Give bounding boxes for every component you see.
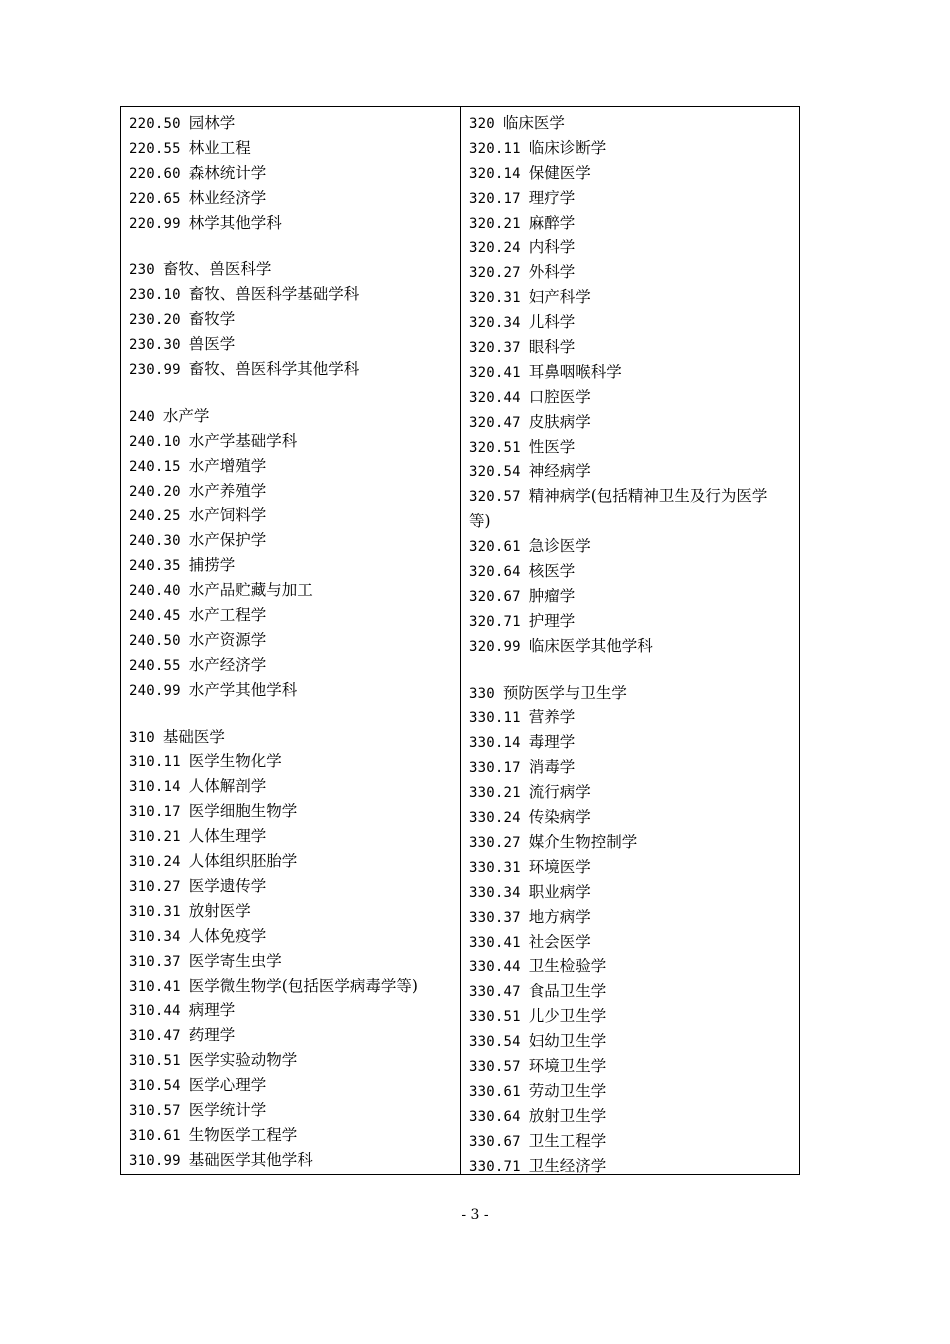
discipline-entry [129,1073,454,1098]
entry-name: 畜牧学 [188,310,236,329]
entry-name: 眼科学 [528,338,576,357]
discipline-entry [469,435,794,460]
section-heading [129,404,454,429]
entry-code: 310.44 [129,1003,181,1020]
entry-code: 220.60 [129,165,181,182]
entry-name: 性医学 [528,437,576,456]
discipline-entry [129,924,454,949]
entry-name: 临床医学其他学科 [528,636,653,655]
discipline-entry [469,979,794,1004]
entry-code: 310.99 [129,1152,181,1169]
discipline-entry [469,459,794,484]
entry-name: 卫生经济学 [528,1156,607,1175]
entry-name: 急诊医学 [528,537,591,556]
entry-code: 310.34 [129,928,181,945]
entry-code: 320.99 [469,638,521,655]
section-heading [129,725,454,750]
section-spacer [469,659,794,681]
entry-code: 320.31 [469,290,521,307]
entry-code: 330.11 [469,710,521,727]
entry-name: 卫生检验学 [528,957,607,976]
entry-name: 职业病学 [528,882,591,901]
entry-name: 基础医学其他学科 [188,1150,313,1169]
entry-code: 330.71 [469,1158,521,1175]
left-column-list [129,111,454,1173]
entry-code: 330.44 [469,959,521,976]
entry-code: 310.37 [129,953,181,970]
entry-code: 310.24 [129,854,181,871]
entry-code: 330.47 [469,984,521,1001]
entry-code: 330.17 [469,760,521,777]
entry-name: 畜牧、兽医科学基础学科 [188,285,360,304]
entry-name: 临床诊断学 [528,138,607,157]
discipline-entry [469,1004,794,1029]
section-spacer [129,235,454,257]
entry-code: 330.51 [469,1009,521,1026]
entry-name: 精神病学(包括精神卫生及行为医学 [528,487,768,506]
entry-code: 330.27 [469,834,521,851]
entry-code: 240.99 [129,682,181,699]
entry-name: 兽医学 [188,335,236,354]
entry-code: 310.31 [129,903,181,920]
entry-name: 肿瘤学 [528,586,576,605]
entry-name: 卫生工程学 [528,1131,607,1150]
discipline-entry [469,1029,794,1054]
discipline-entry [469,385,794,410]
entry-code: 320.17 [469,190,521,207]
entry-name: 口腔医学 [528,387,591,406]
entry-name: 毒理学 [528,733,576,752]
entry-code: 230 [129,262,155,279]
entry-code: 230.30 [129,337,181,354]
entry-code: 310.51 [129,1053,181,1070]
entry-code: 240.40 [129,583,181,600]
entry-name: 水产工程学 [188,606,267,625]
discipline-entry [469,534,794,559]
entry-code: 320 [469,116,495,132]
entry-code: 330.67 [469,1133,521,1150]
discipline-entry [469,730,794,755]
entry-name: 人体免疫学 [188,926,267,945]
entry-code: 320.64 [469,564,521,581]
entry-code: 330.41 [469,934,521,951]
entry-name: 医学细胞生物学 [188,802,298,821]
entry-name: 麻醉学 [528,213,576,232]
discipline-entry [129,211,454,236]
entry-name: 人体生理学 [188,827,267,846]
discipline-entry [129,136,454,161]
entry-code: 320.47 [469,414,521,431]
entry-code: 310.61 [129,1127,181,1144]
discipline-entry [129,1023,454,1048]
entry-name: 护理学 [528,611,576,630]
discipline-entry [129,186,454,211]
entry-name: 水产增殖学 [188,456,267,475]
discipline-entry [469,1104,794,1129]
discipline-entry [129,503,454,528]
entry-code: 330.34 [469,884,521,901]
entry-code: 330.54 [469,1034,521,1051]
entry-name: 医学实验动物学 [188,1051,298,1070]
section-heading [469,681,794,706]
discipline-entry [469,830,794,855]
entry-code: 330.37 [469,909,521,926]
discipline-entry [469,1154,794,1179]
discipline-entry [129,553,454,578]
entry-code: 320.67 [469,588,521,605]
entry-code: 240.20 [129,483,181,500]
discipline-entry [469,410,794,435]
entry-code: 330.24 [469,810,521,827]
entry-code: 240.15 [129,458,181,475]
entry-code: 310 [129,729,155,746]
entry-code: 310.17 [129,804,181,821]
entry-code: 320.21 [469,215,521,232]
entry-code: 330.57 [469,1058,521,1075]
entry-name: 传染病学 [528,808,591,827]
discipline-entry [469,335,794,360]
discipline-entry [129,949,454,974]
entry-name: 临床医学 [502,114,565,132]
entry-name: 儿科学 [528,313,576,332]
discipline-entry [129,111,454,136]
entry-name: 水产保护学 [188,531,267,550]
entry-name: 预防医学与卫生学 [502,683,627,702]
discipline-entry [129,307,454,332]
entry-name: 流行病学 [528,783,591,802]
entry-name: 妇产科学 [528,288,591,307]
entry-code: 240.10 [129,433,181,450]
entry-code: 220.50 [129,116,181,132]
entry-name: 理疗学 [528,188,576,207]
entry-code: 320.51 [469,439,521,456]
discipline-entry [469,1079,794,1104]
discipline-entry [129,479,454,504]
discipline-entry [469,310,794,335]
entry-name: 放射卫生学 [528,1106,607,1125]
entry-name: 水产资源学 [188,630,267,649]
discipline-entry [469,930,794,955]
entry-name: 放射医学 [188,901,251,920]
entry-name: 林业工程 [188,138,251,157]
entry-code: 230.20 [129,312,181,329]
entry-code: 320.71 [469,613,521,630]
entry-name: 畜牧、兽医科学 [162,260,272,279]
discipline-entry [129,1098,454,1123]
discipline-entry [469,136,794,161]
discipline-entry [469,905,794,930]
entry-name: 水产养殖学 [188,481,267,500]
entry-name: 水产学基础学科 [188,431,298,450]
entry-code: 320.34 [469,315,521,332]
entry-name: 捕捞学 [188,556,236,575]
discipline-entry [469,954,794,979]
entry-name: 病理学 [188,1001,236,1020]
discipline-entry [469,855,794,880]
entry-name: 医学遗传学 [188,876,267,895]
entry-code: 310.41 [129,978,181,995]
entry-code: 240.50 [129,632,181,649]
entry-name: 地方病学 [528,907,591,926]
discipline-entry [129,653,454,678]
section-heading [129,257,454,282]
entry-code: 310.54 [129,1078,181,1095]
entry-name: 儿少卫生学 [528,1007,607,1026]
discipline-entry [469,360,794,385]
discipline-entry [469,755,794,780]
discipline-entry [129,998,454,1023]
entry-code: 330.61 [469,1083,521,1100]
discipline-entry [129,824,454,849]
entry-name: 生物医学工程学 [188,1125,298,1144]
discipline-entry [469,1054,794,1079]
entry-code: 320.37 [469,340,521,357]
entry-name: 林业经济学 [188,188,267,207]
entry-code: 310.57 [129,1102,181,1119]
entry-code: 320.44 [469,389,521,406]
entry-name: 森林统计学 [188,163,267,182]
section-spacer [129,382,454,404]
discipline-entry [469,161,794,186]
discipline-entry [129,357,454,382]
discipline-entry [469,880,794,905]
entry-code: 240.35 [129,558,181,575]
entry-code: 320.27 [469,265,521,282]
entry-code: 330.21 [469,785,521,802]
section-heading [469,111,794,136]
entry-name: 环境医学 [528,857,591,876]
discipline-entry [129,429,454,454]
discipline-entry [469,780,794,805]
entry-name: 消毒学 [528,758,576,777]
entry-name: 皮肤病学 [528,412,591,431]
column-divider [460,107,461,1174]
discipline-entry [129,799,454,824]
discipline-entry [469,260,794,285]
page-number: - 3 - [461,1207,489,1223]
discipline-entry [469,584,794,609]
entry-name: 水产学 [162,406,210,425]
entry-code: 320.11 [469,140,521,157]
entry-code: 220.65 [129,190,181,207]
section-spacer [129,703,454,725]
discipline-entry [129,628,454,653]
discipline-entry [469,805,794,830]
discipline-entry [129,899,454,924]
entry-code: 240 [129,408,155,425]
discipline-entry [129,454,454,479]
entry-name: 医学心理学 [188,1076,267,1095]
discipline-entry [469,186,794,211]
entry-code: 330.14 [469,735,521,752]
discipline-entry [469,285,794,310]
entry-name: 社会医学 [528,932,591,951]
discipline-entry [469,705,794,730]
entry-name: 基础医学 [162,727,225,746]
discipline-entry [129,678,454,703]
entry-name: 水产经济学 [188,655,267,674]
entry-name: 医学生物化学 [188,752,282,771]
entry-code: 230.10 [129,287,181,304]
discipline-entry [469,634,794,659]
entry-name: 神经病学 [528,462,591,481]
entry-name: 内科学 [528,238,576,257]
entry-code: 320.14 [469,165,521,182]
entry-name: 园林学 [188,114,236,132]
entry-name: 医学微生物学(包括医学病毒学等) [188,976,418,995]
entry-code: 310.27 [129,878,181,895]
entry-name: 畜牧、兽医科学其他学科 [188,360,360,379]
discipline-entry [129,603,454,628]
entry-code: 330 [469,685,495,702]
discipline-entry [129,749,454,774]
right-column-list [469,111,794,1178]
discipline-entry [129,874,454,899]
discipline-entry [469,484,794,509]
entry-name: 水产品贮藏与加工 [188,581,313,600]
discipline-entry [129,1123,454,1148]
entry-name: 等) [469,512,491,531]
entry-name: 妇幼卫生学 [528,1032,607,1051]
entry-code: 240.45 [129,608,181,625]
entry-name: 营养学 [528,708,576,727]
entry-name: 核医学 [528,562,576,581]
entry-name: 药理学 [188,1026,236,1045]
discipline-entry [129,849,454,874]
entry-code: 330.64 [469,1108,521,1125]
discipline-entry [129,161,454,186]
discipline-entry [469,559,794,584]
entry-code: 310.14 [129,779,181,796]
discipline-entry [129,332,454,357]
entry-name: 保健医学 [528,163,591,182]
entry-code: 240.25 [129,508,181,525]
entry-name: 水产饲料学 [188,506,267,525]
entry-code: 230.99 [129,362,181,379]
discipline-entry [469,609,794,634]
entry-name: 医学统计学 [188,1100,267,1119]
entry-name: 医学寄生虫学 [188,951,282,970]
discipline-entry [129,1148,454,1173]
entry-name: 媒介生物控制学 [528,832,638,851]
entry-name: 环境卫生学 [528,1056,607,1075]
discipline-entry [129,528,454,553]
discipline-entry [129,774,454,799]
discipline-entry [129,974,454,999]
entry-code: 320.57 [469,489,521,506]
discipline-entry [469,1129,794,1154]
entry-code: 310.47 [129,1028,181,1045]
entry-name: 水产学其他学科 [188,680,298,699]
entry-name: 食品卫生学 [528,982,607,1001]
entry-code: 320.61 [469,539,521,556]
entry-code: 320.54 [469,464,521,481]
entry-code: 220.55 [129,140,181,157]
entry-continuation [469,509,794,534]
entry-name: 人体解剖学 [188,777,267,796]
entry-name: 外科学 [528,263,576,282]
entry-code: 330.31 [469,859,521,876]
entry-code: 240.55 [129,657,181,674]
entry-name: 林学其他学科 [188,213,282,232]
entry-name: 劳动卫生学 [528,1081,607,1100]
discipline-entry [129,1048,454,1073]
entry-code: 310.21 [129,829,181,846]
discipline-entry [469,235,794,260]
discipline-code-table [120,106,800,1175]
discipline-entry [469,211,794,236]
entry-code: 320.41 [469,364,521,381]
entry-name: 人体组织胚胎学 [188,852,298,871]
entry-code: 310.11 [129,754,181,771]
entry-code: 240.30 [129,533,181,550]
entry-name: 耳鼻咽喉科学 [528,362,622,381]
entry-code: 320.24 [469,240,521,257]
discipline-entry [129,578,454,603]
entry-code: 220.99 [129,215,181,232]
discipline-entry [129,282,454,307]
